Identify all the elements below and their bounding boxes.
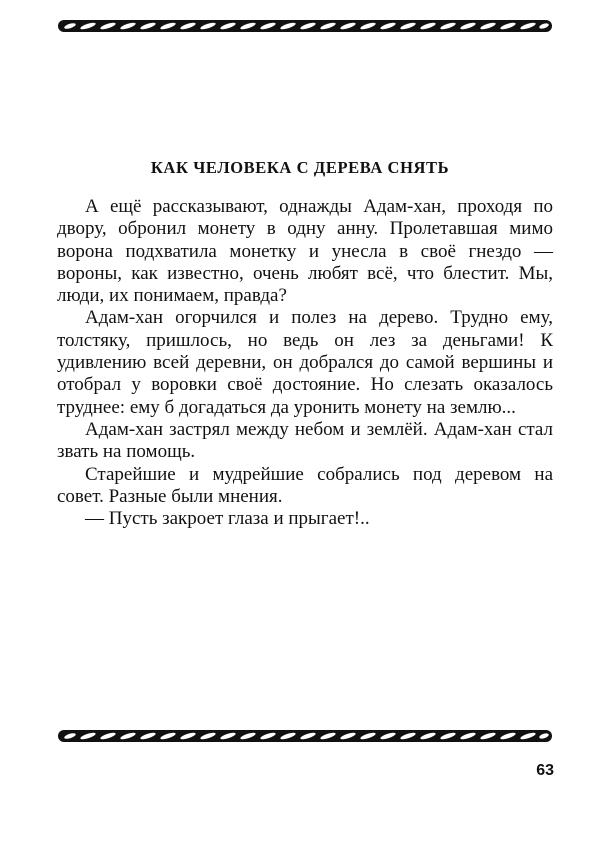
paragraph: А ещё рассказывают, однажды Адам-хан, проходя по двору, обронил монету в одну анну. Пролетавшая мимо ворона подхватила монетку и унесла в своё гнездо — вороны, как известно, очень любят всё, что блестит. Мы, люди, их понимаем, правда? <box>57 196 553 307</box>
rope-ornament-top <box>56 16 554 36</box>
story-title: КАК ЧЕЛОВЕКА С ДЕРЕВА СНЯТЬ <box>150 158 450 177</box>
paragraph: — Пусть закроет глаза и прыгает!.. <box>85 508 370 530</box>
paragraph: Старейшие и мудрейшие собрались под деревом на совет. Разные были мнения. <box>57 463 553 507</box>
rope-ornament-bottom <box>56 726 554 746</box>
paragraph: Адам-хан огорчился и полез на дерево. Трудно ему, толстяку, пришлось, но ведь он лез за деньгами! К удивлению всей деревни, он добрался до самой вершины и отобрал у воровки своё достояние. Но слезать оказалось труднее: ему б догадаться да уронить монету на землю... <box>57 307 553 418</box>
story-body <box>57 196 553 530</box>
page-number: 63 <box>536 762 554 779</box>
paragraph: Адам-хан застрял между небом и землёй. Адам-хан стал звать на помощь. <box>57 418 553 463</box>
